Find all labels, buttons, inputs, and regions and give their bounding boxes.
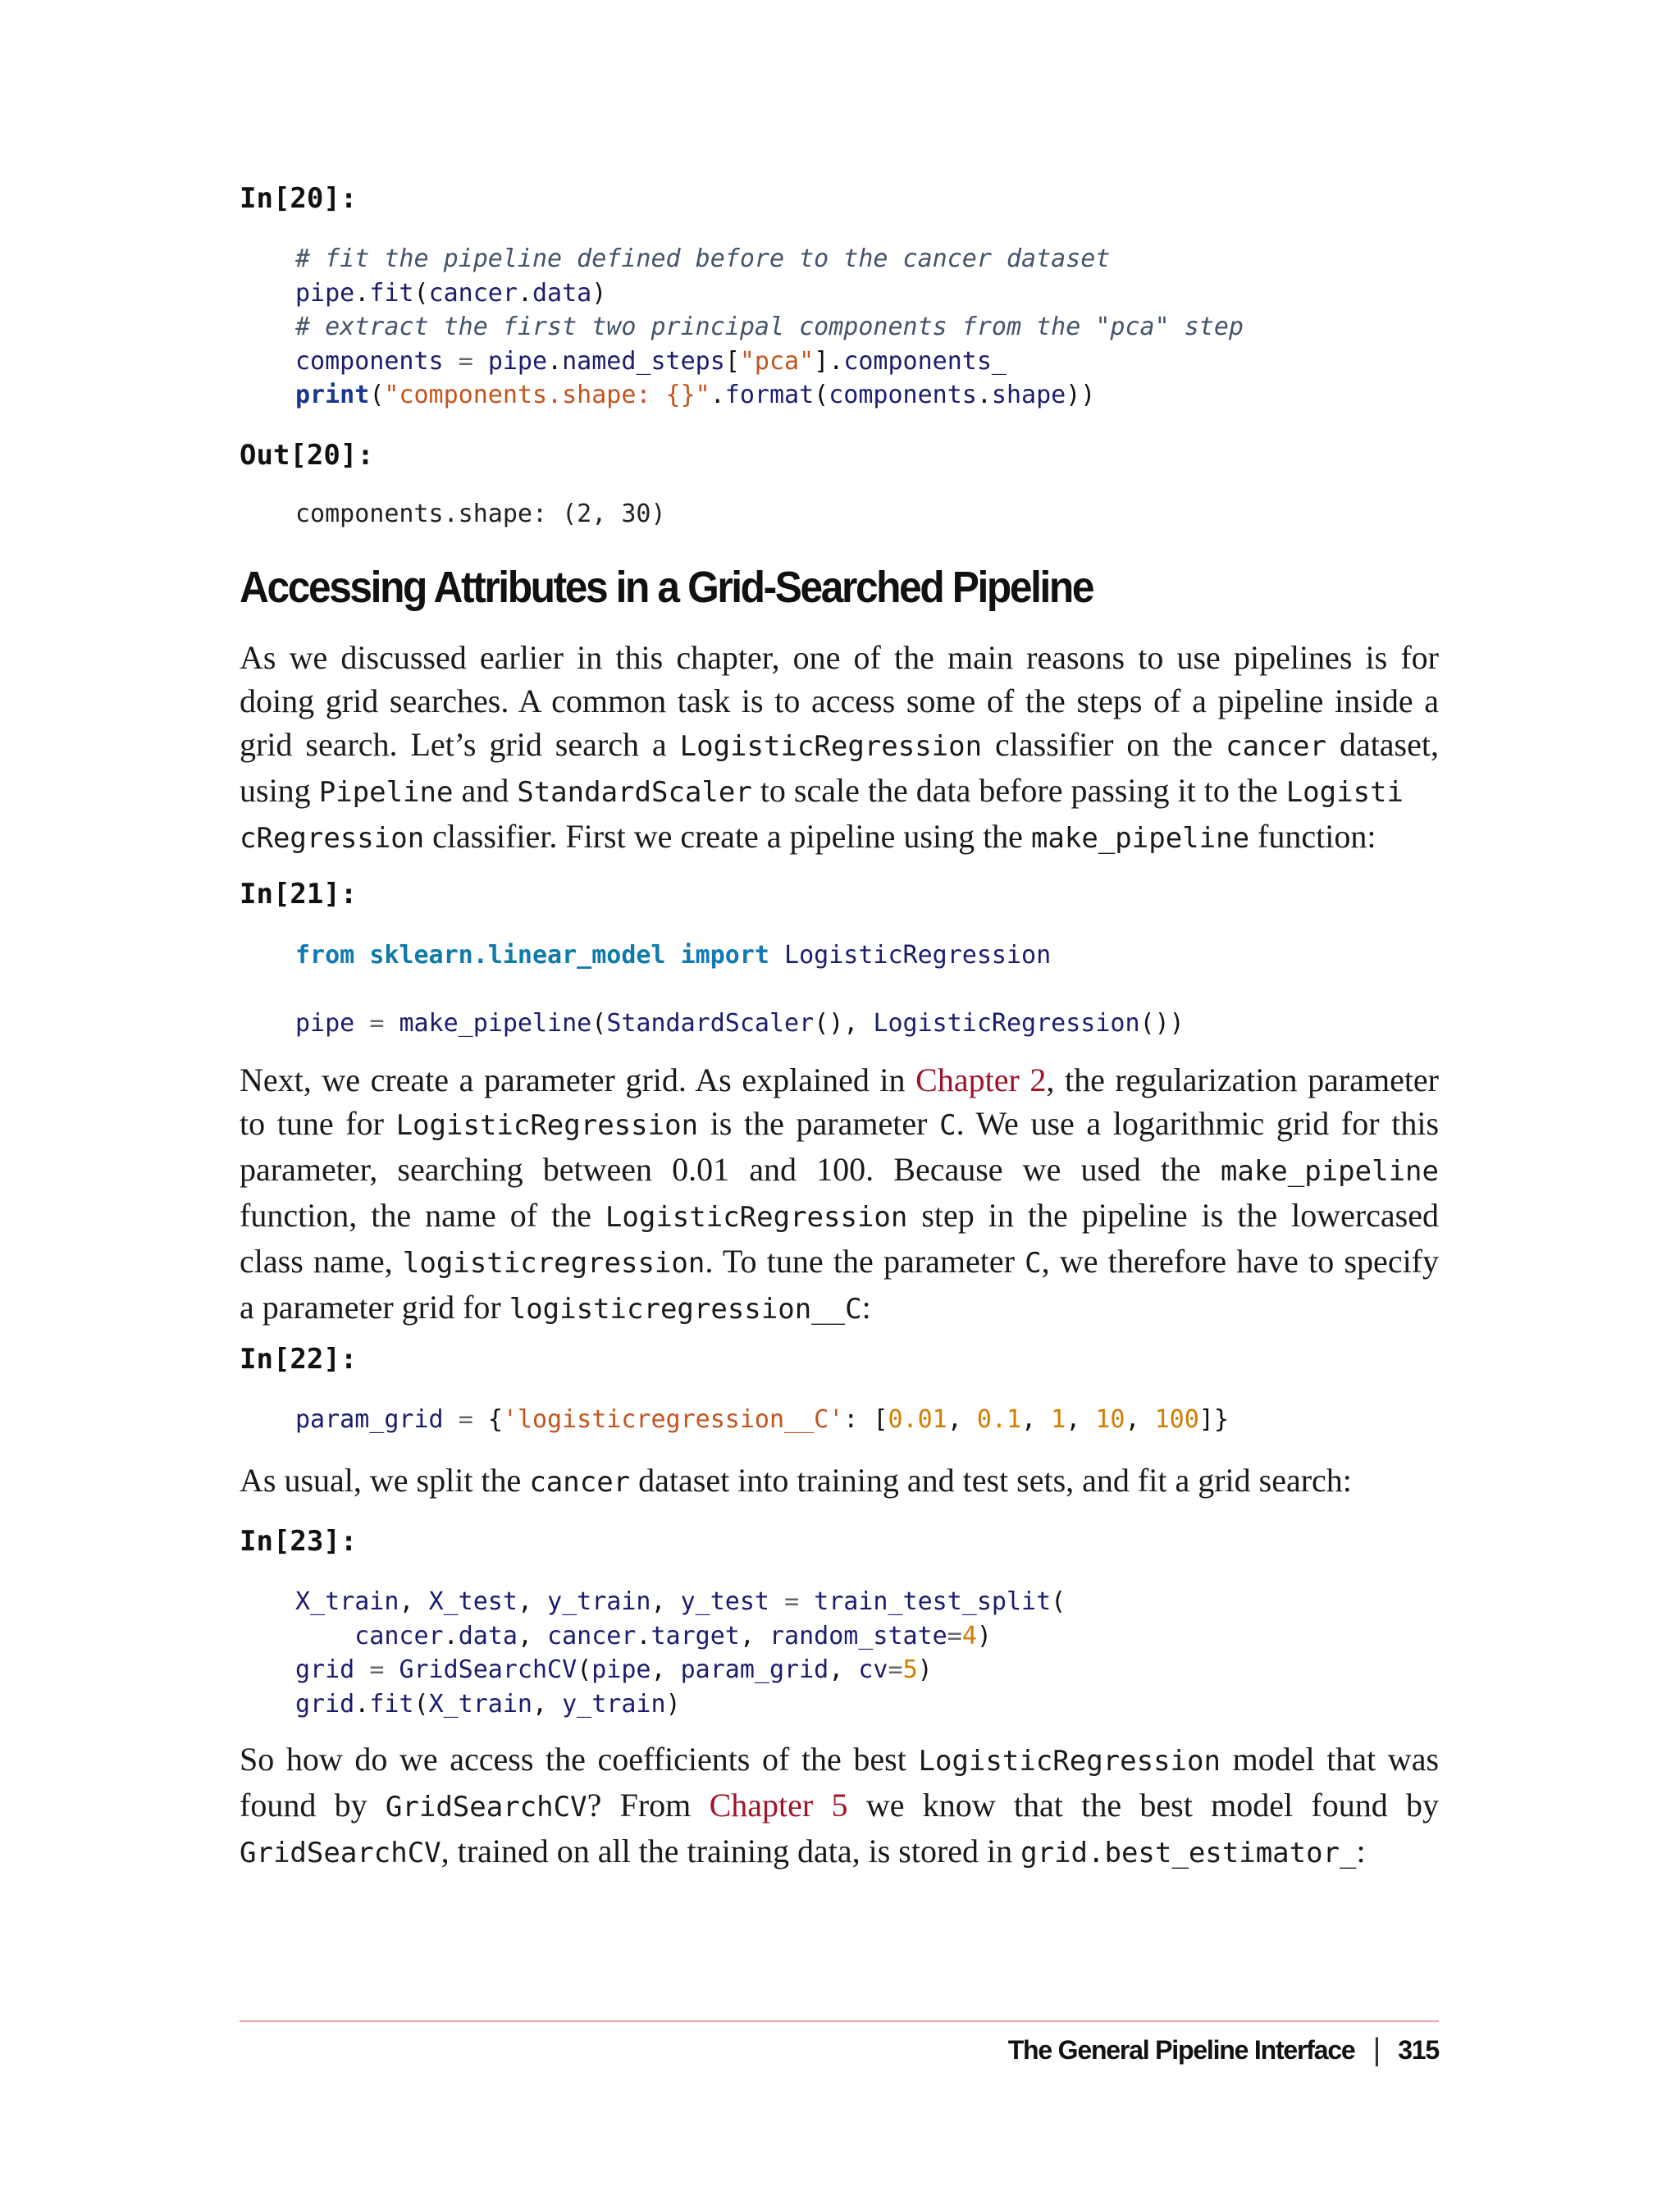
cell-output-prompt: Out[20]: <box>240 439 374 472</box>
code-block-pipeline-fit: # fit the pipeline defined before to the cancer dataset pipe.fit(cancer.data) # extract the first two principal components from the "pca" step components = pipe.named_steps["pca"].components_ print("components.shape: {}".format(components.shape)) <box>295 244 1244 410</box>
page-footer <box>1008 2033 1439 2068</box>
paragraph-split: As usual, we split the cancer dataset into training and test sets, and fit a grid search: <box>240 1462 1352 1499</box>
code-block-grid-search: X_train, X_test, y_train, y_test = train_test_split( cancer.data, cancer.target, random_state=4) grid = GridSearchCV(pipe, param_grid, cv=5) grid.fit(X_train, y_train) <box>295 1587 1066 1719</box>
page-number: 315 <box>1398 2035 1439 2065</box>
chapter-5-link[interactable]: Chapter 5 <box>709 1787 848 1824</box>
paragraph-param-grid: Next, we create a parameter grid. As explained in Chapter 2, the regularization parameter to tune for LogisticRegression is the parameter C. We use a logarithmic grid for this parameter, searching between 0.01 and 100. Because we used the make_pipeline function, the name of the LogisticRegression step in the pipeline is the lowercased class name, logisticregression. To tune the parameter C, we therefore have to specify a parameter grid for logisticregression__C: <box>240 1061 1440 1326</box>
cell-input-prompt: In[22]: <box>240 1343 358 1376</box>
running-title: The General Pipeline Interface <box>1007 2035 1355 2065</box>
cell-input-prompt: In[23]: <box>240 1525 358 1558</box>
cell-output-text: components.shape: (2, 30) <box>295 500 666 528</box>
code-block-param-grid: param_grid = {'logisticregression__C': [0.01, 0.1, 1, 10, 100]} <box>295 1405 1229 1434</box>
footer-rule <box>240 2020 1439 2022</box>
section-heading: Accessing Attributes in a Grid-Searched Pipeline <box>240 563 1093 612</box>
code-block-import: from sklearn.linear_model import LogisticRegression pipe = make_pipeline(StandardScaler(), LogisticRegression()) <box>295 941 1185 1039</box>
paragraph-intro: As we discussed earlier in this chapter, one of the main reasons to use pipelines is for doing grid searches. A common task is to access some of the steps of a pipeline inside a grid search. Let’s grid search a LogisticRegression classifier on the cancer dataset, using Pipeline and StandardScaler to scale the data before passing it to the Logisti cRegression classifier. First we create a pipeline using the make_pipeline function: <box>240 639 1439 855</box>
cell-input-prompt: In[20]: <box>240 182 358 215</box>
paragraph-best-estimator: So how do we access the coefficients of the best LogisticRegression model that was found by GridSearchCV? From Chapter 5 we know that the best model found by GridSearchCV, trained on all the training data, is stored in grid.best_estimator_: <box>240 1741 1440 1869</box>
chapter-2-link[interactable]: Chapter 2 <box>915 1061 1047 1098</box>
cell-input-prompt: In[21]: <box>240 878 358 911</box>
footer-separator: | <box>1372 2033 1381 2067</box>
